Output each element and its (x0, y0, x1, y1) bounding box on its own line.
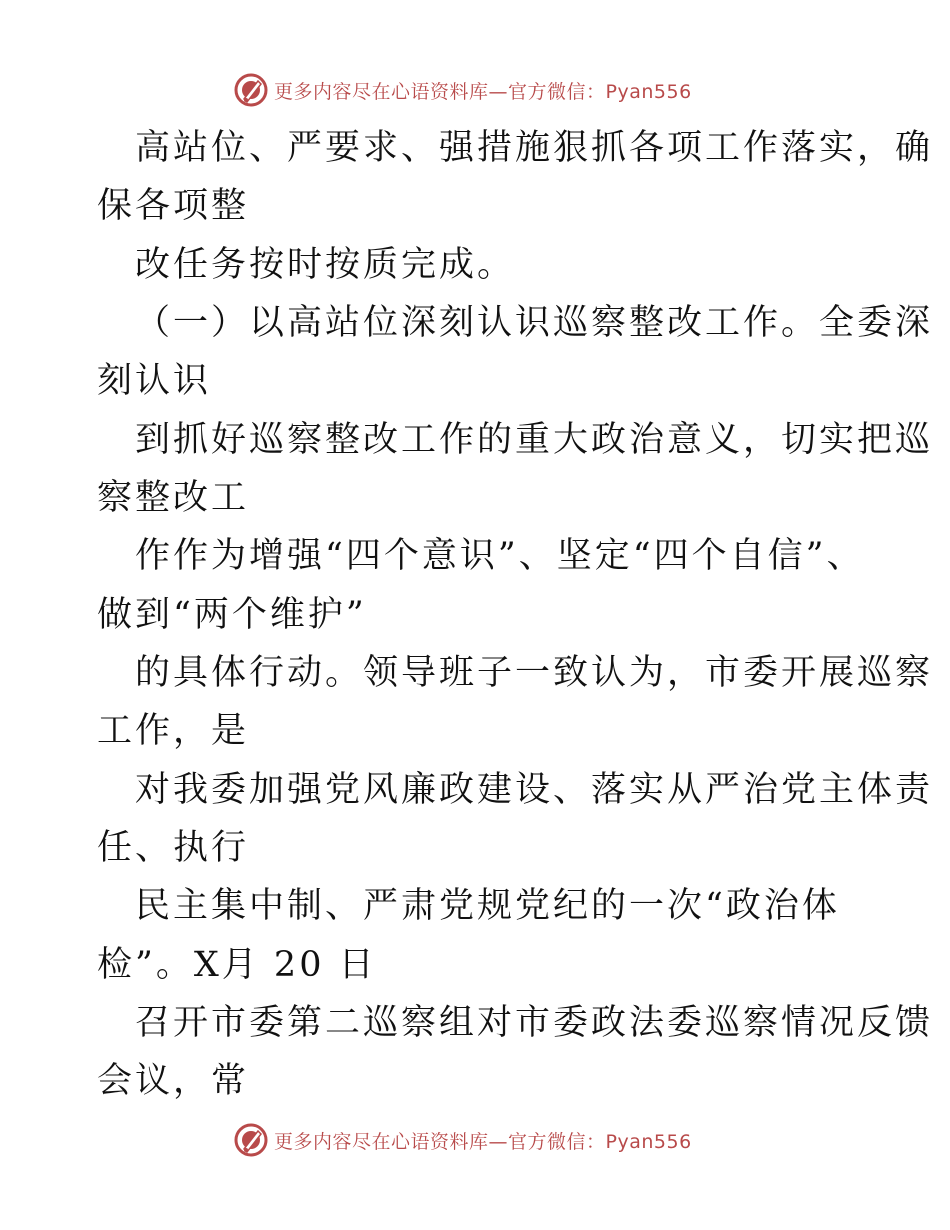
body-line: 对我委加强党风廉政建设、落实从严治党主体责 (135, 770, 934, 810)
pen-seal-logo-icon (234, 1123, 268, 1157)
body-line: 做到“两个维护” (97, 595, 367, 635)
body-line: 召开市委第二巡察组对市委政法委巡察情况反馈 (135, 1003, 934, 1043)
body-line: 高站位、严要求、强措施狠抓各项工作落实，确 (135, 128, 934, 168)
body-line: 察整改工 (97, 478, 250, 518)
body-line: 保各项整 (97, 186, 250, 226)
body-line: 工作，是 (97, 711, 250, 751)
pen-seal-logo-icon (234, 73, 268, 107)
header-watermark (234, 72, 692, 108)
body-line: 到抓好巡察整改工作的重大政治意义，切实把巡 (135, 420, 934, 460)
watermark-text: 更多内容尽在心语资料库—官方微信：Pyan556 (274, 80, 692, 103)
watermark-text: 更多内容尽在心语资料库—官方微信：Pyan556 (274, 1130, 692, 1153)
body-line: 刻认识 (97, 361, 212, 401)
body-line: （一）以高站位深刻认识巡察整改工作。全委深 (135, 303, 934, 343)
body-line: 民主集中制、严肃党规党纪的一次“政治体 (135, 886, 840, 926)
footer-watermark (234, 1122, 692, 1158)
body-line: 作作为增强“四个意识”、坚定“四个自信”、 (135, 536, 865, 576)
body-line: 改任务按时按质完成。 (135, 245, 516, 285)
body-line: 会议，常 (97, 1061, 250, 1101)
body-line: 检”。X月 20 日 (97, 945, 377, 985)
body-line: 任、执行 (97, 828, 250, 868)
body-line: 的具体行动。领导班子一致认为，市委开展巡察 (135, 653, 934, 693)
